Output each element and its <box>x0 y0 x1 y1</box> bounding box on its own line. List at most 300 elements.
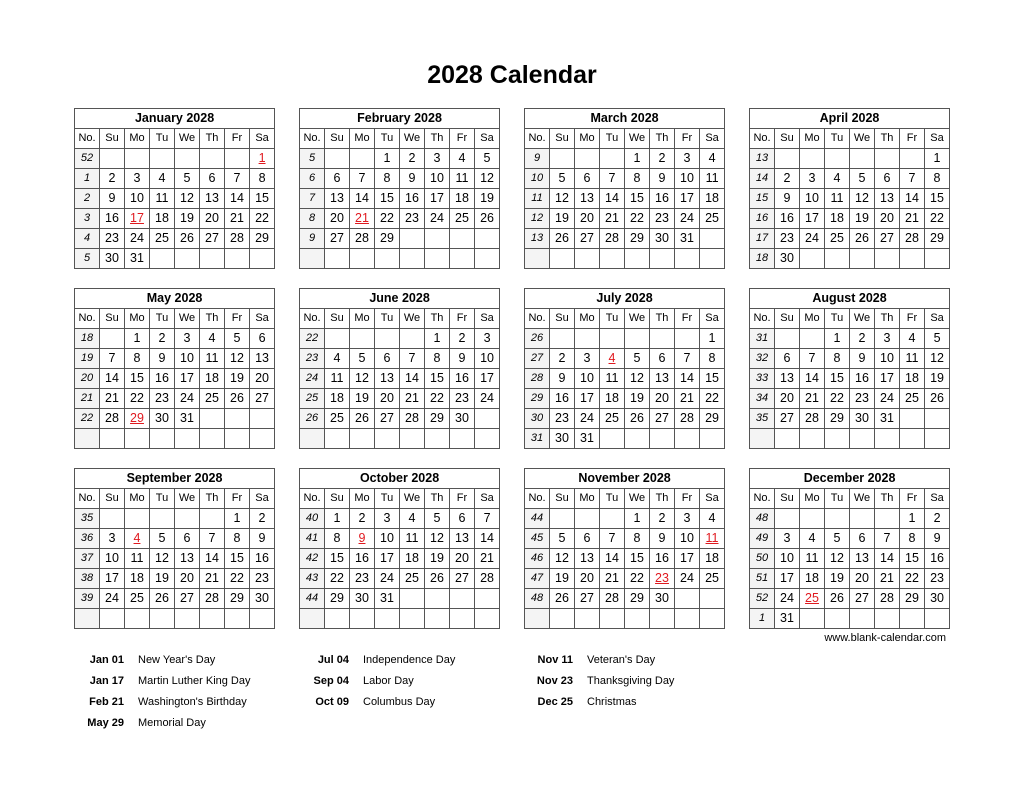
month-table <box>749 108 950 269</box>
day-cell <box>775 429 800 449</box>
day-cell: 19 <box>175 209 200 229</box>
day-cell: 21 <box>200 569 225 589</box>
weekday-header: Tu <box>375 489 400 509</box>
weekday-header: Tu <box>825 489 850 509</box>
day-cell: 10 <box>675 529 700 549</box>
week-row <box>750 329 950 349</box>
week-number: 29 <box>525 389 550 409</box>
week-row <box>750 549 950 569</box>
month-table <box>749 468 950 629</box>
day-cell: 28 <box>475 569 500 589</box>
day-cell <box>100 329 125 349</box>
day-cell <box>925 409 950 429</box>
holiday-day-cell: 29 <box>125 409 150 429</box>
day-cell: 14 <box>400 369 425 389</box>
holiday-name: Washington's Birthday <box>138 696 247 708</box>
day-cell: 25 <box>600 409 625 429</box>
weekday-header: No. <box>525 309 550 329</box>
weekday-header: Th <box>200 489 225 509</box>
day-cell <box>550 149 575 169</box>
page-title: 2028 Calendar <box>427 61 597 89</box>
week-number: 52 <box>75 149 100 169</box>
day-cell: 13 <box>875 189 900 209</box>
weekday-header: Mo <box>350 129 375 149</box>
day-cell <box>400 589 425 609</box>
day-cell: 18 <box>200 369 225 389</box>
day-cell: 8 <box>925 169 950 189</box>
weekday-header: No. <box>300 129 325 149</box>
day-cell: 12 <box>425 529 450 549</box>
day-cell: 14 <box>900 189 925 209</box>
day-cell: 23 <box>350 569 375 589</box>
day-cell: 1 <box>625 149 650 169</box>
day-cell: 30 <box>775 249 800 269</box>
day-cell: 22 <box>375 209 400 229</box>
month-block <box>74 468 275 629</box>
week-number: 8 <box>300 209 325 229</box>
day-cell <box>375 249 400 269</box>
week-row <box>75 409 275 429</box>
month-table <box>74 288 275 449</box>
weekday-header: We <box>175 489 200 509</box>
day-cell <box>700 589 725 609</box>
month-block <box>524 108 725 269</box>
day-cell: 5 <box>925 329 950 349</box>
month-block <box>749 468 950 629</box>
week-number: 11 <box>525 189 550 209</box>
day-cell: 24 <box>675 209 700 229</box>
week-number: 33 <box>750 369 775 389</box>
day-cell: 3 <box>800 169 825 189</box>
week-number: 5 <box>75 249 100 269</box>
day-cell: 10 <box>375 529 400 549</box>
weekday-header: No. <box>750 129 775 149</box>
weekday-header: Sa <box>925 129 950 149</box>
day-cell: 24 <box>775 589 800 609</box>
week-number: 48 <box>525 589 550 609</box>
day-cell <box>325 609 350 629</box>
day-cell: 9 <box>775 189 800 209</box>
day-cell: 3 <box>100 529 125 549</box>
month-table <box>749 288 950 449</box>
weekday-header: We <box>850 489 875 509</box>
weekday-header: Su <box>100 129 125 149</box>
week-number: 31 <box>525 429 550 449</box>
day-cell: 6 <box>775 349 800 369</box>
day-cell: 1 <box>325 509 350 529</box>
day-cell <box>900 409 925 429</box>
day-cell: 16 <box>100 209 125 229</box>
day-cell: 7 <box>600 529 625 549</box>
day-cell: 17 <box>675 189 700 209</box>
day-cell: 8 <box>625 529 650 549</box>
day-cell <box>600 509 625 529</box>
week-number <box>300 429 325 449</box>
weekday-header: Th <box>875 489 900 509</box>
week-number: 1 <box>75 169 100 189</box>
day-cell <box>700 429 725 449</box>
week-row <box>300 549 500 569</box>
day-cell <box>700 229 725 249</box>
weekday-header: Su <box>325 129 350 149</box>
weekday-header: Fr <box>675 489 700 509</box>
holiday-row <box>301 694 455 715</box>
day-cell: 16 <box>775 209 800 229</box>
day-cell: 11 <box>200 349 225 369</box>
day-cell: 2 <box>650 509 675 529</box>
day-cell <box>325 329 350 349</box>
day-cell: 3 <box>875 329 900 349</box>
day-cell: 22 <box>900 569 925 589</box>
holiday-day-cell: 23 <box>650 569 675 589</box>
day-cell: 8 <box>325 529 350 549</box>
day-cell: 26 <box>475 209 500 229</box>
weekday-header: We <box>175 309 200 329</box>
week-row <box>750 589 950 609</box>
day-cell: 20 <box>850 569 875 589</box>
week-number: 18 <box>750 249 775 269</box>
day-cell: 19 <box>925 369 950 389</box>
week-number: 19 <box>75 349 100 369</box>
day-cell: 15 <box>900 549 925 569</box>
day-cell <box>175 509 200 529</box>
holiday-day-cell: 1 <box>250 149 275 169</box>
day-cell: 20 <box>375 389 400 409</box>
weekday-header: Su <box>325 489 350 509</box>
day-cell: 21 <box>600 209 625 229</box>
day-cell <box>325 429 350 449</box>
day-cell: 2 <box>450 329 475 349</box>
month-title: July 2028 <box>525 289 725 309</box>
day-cell: 20 <box>175 569 200 589</box>
day-cell <box>700 249 725 269</box>
day-cell: 30 <box>100 249 125 269</box>
weekday-header: Tu <box>375 309 400 329</box>
day-cell: 18 <box>825 209 850 229</box>
week-number: 36 <box>75 529 100 549</box>
weekday-header: Fr <box>675 309 700 329</box>
day-cell: 10 <box>425 169 450 189</box>
day-cell: 6 <box>375 349 400 369</box>
day-cell: 19 <box>825 569 850 589</box>
holiday-date: Sep 04 <box>313 675 349 687</box>
day-cell: 7 <box>200 529 225 549</box>
weekday-header: Fr <box>900 489 925 509</box>
day-cell: 6 <box>450 509 475 529</box>
holiday-date: May 29 <box>87 717 124 729</box>
week-number: 35 <box>75 509 100 529</box>
day-cell: 20 <box>250 369 275 389</box>
week-row <box>750 349 950 369</box>
day-cell <box>350 249 375 269</box>
weekday-header: Sa <box>925 309 950 329</box>
day-cell: 25 <box>400 569 425 589</box>
day-cell: 19 <box>625 389 650 409</box>
day-cell: 7 <box>225 169 250 189</box>
day-cell: 11 <box>400 529 425 549</box>
week-number: 15 <box>750 189 775 209</box>
week-number: 13 <box>525 229 550 249</box>
day-cell: 5 <box>475 149 500 169</box>
weekday-header: Mo <box>350 489 375 509</box>
month-title: February 2028 <box>300 109 500 129</box>
day-cell <box>350 149 375 169</box>
day-cell <box>775 329 800 349</box>
weekday-header: Th <box>650 309 675 329</box>
website-credit: www.blank-calendar.com <box>824 632 946 644</box>
weekday-header: Su <box>325 309 350 329</box>
day-cell: 24 <box>125 229 150 249</box>
day-cell <box>875 429 900 449</box>
day-cell: 29 <box>700 409 725 429</box>
holiday-column <box>76 652 251 736</box>
weekday-header: Mo <box>575 309 600 329</box>
week-number: 18 <box>75 329 100 349</box>
day-cell: 26 <box>550 229 575 249</box>
day-cell: 27 <box>775 409 800 429</box>
day-cell <box>450 249 475 269</box>
day-cell <box>425 609 450 629</box>
day-cell: 11 <box>150 189 175 209</box>
day-cell <box>125 429 150 449</box>
weekday-header: Sa <box>250 489 275 509</box>
day-cell: 27 <box>575 589 600 609</box>
day-cell: 9 <box>150 349 175 369</box>
week-row <box>300 229 500 249</box>
day-cell <box>400 249 425 269</box>
week-row <box>300 529 500 549</box>
day-cell: 26 <box>225 389 250 409</box>
day-cell: 30 <box>550 429 575 449</box>
holiday-row <box>301 673 455 694</box>
day-cell: 27 <box>200 229 225 249</box>
weekday-header: Fr <box>900 309 925 329</box>
day-cell <box>575 329 600 349</box>
day-cell: 28 <box>400 409 425 429</box>
day-cell: 20 <box>325 209 350 229</box>
day-cell: 1 <box>625 509 650 529</box>
day-cell: 12 <box>225 349 250 369</box>
day-cell <box>400 429 425 449</box>
day-cell: 12 <box>475 169 500 189</box>
day-cell: 28 <box>100 409 125 429</box>
holiday-date: Jan 17 <box>89 675 124 687</box>
day-cell: 14 <box>675 369 700 389</box>
day-cell: 3 <box>775 529 800 549</box>
week-number <box>75 609 100 629</box>
weekday-header: No. <box>750 309 775 329</box>
week-row <box>300 609 500 629</box>
day-cell <box>850 249 875 269</box>
week-number: 28 <box>525 369 550 389</box>
day-cell <box>225 429 250 449</box>
week-row <box>300 169 500 189</box>
day-cell: 16 <box>150 369 175 389</box>
day-cell: 29 <box>425 409 450 429</box>
week-row <box>75 169 275 189</box>
week-number: 16 <box>750 209 775 229</box>
weekday-header: Mo <box>800 129 825 149</box>
week-row <box>750 169 950 189</box>
weekday-header: Tu <box>375 129 400 149</box>
day-cell: 20 <box>775 389 800 409</box>
week-row <box>300 349 500 369</box>
weekday-header: Fr <box>675 129 700 149</box>
month-block <box>749 288 950 449</box>
day-cell: 9 <box>250 529 275 549</box>
week-row <box>300 189 500 209</box>
day-cell: 9 <box>650 169 675 189</box>
day-cell: 9 <box>550 369 575 389</box>
day-cell: 31 <box>775 609 800 629</box>
week-row <box>750 149 950 169</box>
day-cell: 15 <box>625 549 650 569</box>
week-number: 38 <box>75 569 100 589</box>
weekday-header: We <box>400 489 425 509</box>
day-cell: 27 <box>450 569 475 589</box>
day-cell: 21 <box>900 209 925 229</box>
month-block <box>299 468 500 629</box>
day-cell: 14 <box>600 549 625 569</box>
holiday-row <box>76 715 251 736</box>
day-cell <box>850 509 875 529</box>
day-cell: 21 <box>225 209 250 229</box>
day-cell <box>475 249 500 269</box>
day-cell: 24 <box>800 229 825 249</box>
week-number: 27 <box>525 349 550 369</box>
day-cell: 29 <box>375 229 400 249</box>
day-cell <box>100 429 125 449</box>
week-row <box>525 229 725 249</box>
week-row <box>525 549 725 569</box>
day-cell <box>400 229 425 249</box>
day-cell: 17 <box>425 189 450 209</box>
week-number: 51 <box>750 569 775 589</box>
day-cell <box>600 249 625 269</box>
weekday-header: No. <box>300 489 325 509</box>
month-title: April 2028 <box>750 109 950 129</box>
week-row <box>525 389 725 409</box>
day-cell <box>550 249 575 269</box>
day-cell: 17 <box>175 369 200 389</box>
day-cell: 2 <box>250 509 275 529</box>
day-cell: 7 <box>900 169 925 189</box>
weekday-header: We <box>850 309 875 329</box>
weekday-header: No. <box>75 129 100 149</box>
day-cell: 17 <box>675 549 700 569</box>
weekday-header: No. <box>525 129 550 149</box>
week-number: 5 <box>300 149 325 169</box>
day-cell: 17 <box>575 389 600 409</box>
holiday-name: Columbus Day <box>363 696 436 708</box>
day-cell: 24 <box>575 409 600 429</box>
weekday-header: No. <box>750 489 775 509</box>
holiday-date: Oct 09 <box>315 696 349 708</box>
day-cell: 26 <box>925 389 950 409</box>
day-cell: 19 <box>550 209 575 229</box>
day-cell: 11 <box>900 349 925 369</box>
weekday-header: Sa <box>250 309 275 329</box>
week-row <box>525 529 725 549</box>
day-cell: 4 <box>200 329 225 349</box>
day-cell: 18 <box>325 389 350 409</box>
week-row <box>525 249 725 269</box>
day-cell <box>550 329 575 349</box>
weekday-header: Sa <box>925 489 950 509</box>
day-cell <box>475 229 500 249</box>
day-cell <box>875 609 900 629</box>
day-cell <box>800 609 825 629</box>
day-cell: 3 <box>675 509 700 529</box>
week-row <box>75 149 275 169</box>
day-cell: 10 <box>675 169 700 189</box>
weekday-header: Tu <box>150 309 175 329</box>
day-cell: 24 <box>175 389 200 409</box>
day-cell: 6 <box>875 169 900 189</box>
day-cell: 3 <box>475 329 500 349</box>
day-cell: 12 <box>550 189 575 209</box>
weekday-header: Tu <box>600 489 625 509</box>
day-cell <box>225 609 250 629</box>
weekday-header: Sa <box>250 129 275 149</box>
day-cell: 31 <box>175 409 200 429</box>
week-number: 30 <box>525 409 550 429</box>
week-row <box>750 249 950 269</box>
day-cell: 16 <box>550 389 575 409</box>
weekday-header: Su <box>775 489 800 509</box>
day-cell: 24 <box>875 389 900 409</box>
day-cell: 19 <box>150 569 175 589</box>
day-cell: 16 <box>650 189 675 209</box>
day-cell <box>600 149 625 169</box>
week-number: 4 <box>75 229 100 249</box>
week-number: 48 <box>750 509 775 529</box>
week-row <box>75 209 275 229</box>
weekday-header: Fr <box>225 489 250 509</box>
day-cell: 8 <box>425 349 450 369</box>
day-cell: 10 <box>175 349 200 369</box>
day-cell: 28 <box>900 229 925 249</box>
week-row <box>750 229 950 249</box>
weekday-header: Th <box>200 309 225 329</box>
weekday-header: Sa <box>700 129 725 149</box>
weekday-header: Mo <box>125 129 150 149</box>
weekday-header: Tu <box>825 129 850 149</box>
week-number <box>300 609 325 629</box>
week-row <box>75 349 275 369</box>
month-block <box>524 468 725 629</box>
day-cell: 1 <box>825 329 850 349</box>
day-cell: 21 <box>800 389 825 409</box>
day-cell: 31 <box>375 589 400 609</box>
week-row <box>300 409 500 429</box>
week-row <box>300 149 500 169</box>
week-row <box>750 189 950 209</box>
week-row <box>300 509 500 529</box>
day-cell: 19 <box>350 389 375 409</box>
day-cell: 10 <box>475 349 500 369</box>
day-cell: 24 <box>425 209 450 229</box>
day-cell: 5 <box>425 509 450 529</box>
holiday-day-cell: 17 <box>125 209 150 229</box>
day-cell <box>675 429 700 449</box>
day-cell: 30 <box>650 589 675 609</box>
day-cell: 14 <box>875 549 900 569</box>
day-cell: 10 <box>875 349 900 369</box>
week-row <box>75 369 275 389</box>
month-title: March 2028 <box>525 109 725 129</box>
day-cell: 24 <box>100 589 125 609</box>
